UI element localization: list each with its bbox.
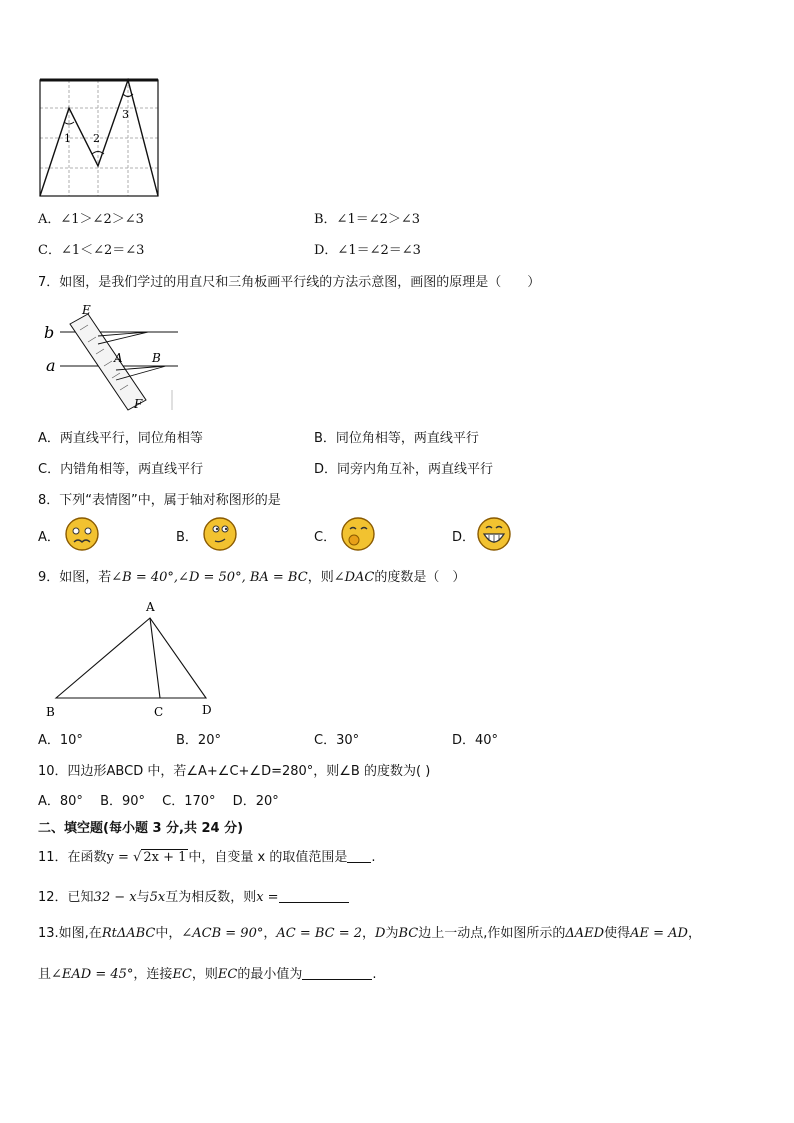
q13-text: .: [372, 967, 377, 982]
q12-expr3: x =: [256, 890, 279, 905]
q12-expr2: 5x: [149, 890, 166, 905]
q13-text: ，则: [191, 967, 218, 982]
q13-text: 13.如图,在: [38, 926, 102, 941]
shy-face-icon: [340, 516, 376, 552]
q9-stem-post: 的度数是（ ）: [374, 570, 466, 585]
q13-text: 为: [385, 926, 399, 941]
vertex-label-c: C: [154, 705, 164, 719]
q11-radicand: 2x + 1: [143, 850, 187, 865]
q6-option-d: D．∠1＝∠2＝∠3: [314, 243, 421, 258]
q13-sides: AC = BC = 2: [276, 926, 363, 941]
q13-text: 的最小值为: [237, 967, 303, 982]
q13-side-bc: BC: [398, 926, 419, 941]
q7-option-a: A．两直线平行，同位角相等: [38, 431, 203, 446]
q12-pre: 12．已知: [38, 890, 94, 905]
parallel-ruler-figure: [38, 300, 188, 412]
angle-grid-figure: [38, 78, 162, 198]
q13-text: 中，: [155, 926, 182, 941]
q12-answer-blank[interactable]: [279, 890, 349, 903]
triangle-figure: [38, 596, 224, 724]
q7-option-d: D．同旁内角互补，两直线平行: [314, 462, 494, 477]
q13-triangle-aed: ΔAED: [565, 926, 605, 941]
q9-target-angle: ∠DAC: [333, 570, 375, 585]
q9-option-c: C．30°: [314, 733, 360, 748]
point-label-f: F: [134, 397, 143, 411]
q11-y: y =: [106, 850, 134, 865]
q6-option-b: B．∠1＝∠2＞∠3: [314, 212, 421, 227]
q13-line1: [38, 922, 701, 941]
q9-option-d: D．40°: [452, 733, 499, 748]
angle-label-1: 1: [64, 132, 71, 145]
q8-option-d: D．: [452, 530, 476, 545]
q11-post: 中，自变量 x 的取值范围是: [188, 850, 348, 865]
q11: [38, 846, 376, 865]
q8-option-b: B．: [176, 530, 198, 545]
sqrt-icon: √: [133, 850, 142, 865]
q9-option-b: B．20°: [176, 733, 221, 748]
grinning-face-icon: [476, 516, 512, 552]
q6-option-a: A．∠1＞∠2＞∠3: [38, 212, 144, 227]
q8-stem: 8．下列“表情图”中，属于轴对称图形的是: [38, 493, 281, 508]
worried-face-icon: [64, 516, 100, 552]
thinking-face-icon: [202, 516, 238, 552]
q13-text: 使得: [604, 926, 631, 941]
angle-label-3: 3: [122, 108, 129, 121]
q9-condition: ∠B = 40°,∠D = 50°, BA = BC: [111, 570, 308, 585]
point-label-b: B: [152, 351, 161, 365]
q13-point-d: D: [375, 926, 386, 941]
q11-end: .: [371, 850, 376, 865]
q9-stem-pre: 9．如图，若: [38, 570, 112, 585]
angle-label-2: 2: [93, 132, 100, 145]
q13-text: 且: [38, 967, 52, 982]
q10-stem: 10．四边形ABCD 中，若∠A+∠C+∠D=280°，则∠B 的度数为( ): [38, 764, 431, 779]
vertex-label-d: D: [202, 703, 212, 717]
point-label-a: A: [114, 351, 123, 365]
q13-segment-ec: EC: [217, 967, 238, 982]
point-label-e: E: [82, 303, 91, 317]
q7-option-b: B．同位角相等，两直线平行: [314, 431, 479, 446]
line-label-a: a: [46, 356, 56, 375]
q12-post: 互为相反数，则: [165, 890, 257, 905]
section-title: 二、填空题(每小题 3 分,共 24 分): [38, 821, 244, 836]
q13-text: ，: [687, 926, 701, 941]
q13-text: 边上一动点,作如图所示的: [418, 926, 566, 941]
q9-stem: [38, 566, 465, 585]
q10-options: A．80° B．90° C．170° D．20°: [38, 794, 279, 809]
vertex-label-a: A: [146, 600, 155, 614]
q6-option-c: C．∠1＜∠2＝∠3: [38, 243, 145, 258]
q9-option-a: A．10°: [38, 733, 83, 748]
q7-option-c: C．内错角相等，两直线平行: [38, 462, 204, 477]
q11-answer-blank[interactable]: [347, 850, 371, 863]
q13-line2: [38, 963, 376, 982]
q11-pre: 11．在函数: [38, 850, 107, 865]
q13-text: ，: [362, 926, 376, 941]
q13-angle-acb: ∠ACB = 90°: [181, 926, 264, 941]
q13-text: ，连接: [133, 967, 173, 982]
q12-mid: 与: [136, 890, 150, 905]
q12-expr1: 32 − x: [93, 890, 137, 905]
q13-answer-blank[interactable]: [302, 967, 372, 980]
q12: [38, 886, 349, 905]
q13-angle-ead: ∠EAD = 45°: [51, 967, 134, 982]
q13-triangle: RtΔABC: [101, 926, 156, 941]
q9-stem-mid: ，则: [307, 570, 334, 585]
q8-option-c: C．: [314, 530, 337, 545]
line-label-b: b: [44, 323, 55, 342]
q13-text: ，: [263, 926, 277, 941]
q13-equal-sides: AE = AD: [630, 926, 688, 941]
q13-segment-ec: EC: [172, 967, 192, 982]
q8-option-a: A．: [38, 530, 60, 545]
q7-stem: 7．如图，是我们学过的用直尺和三角板画平行线的方法示意图，画图的原理是（ ）: [38, 275, 541, 290]
vertex-label-b: B: [46, 705, 55, 719]
